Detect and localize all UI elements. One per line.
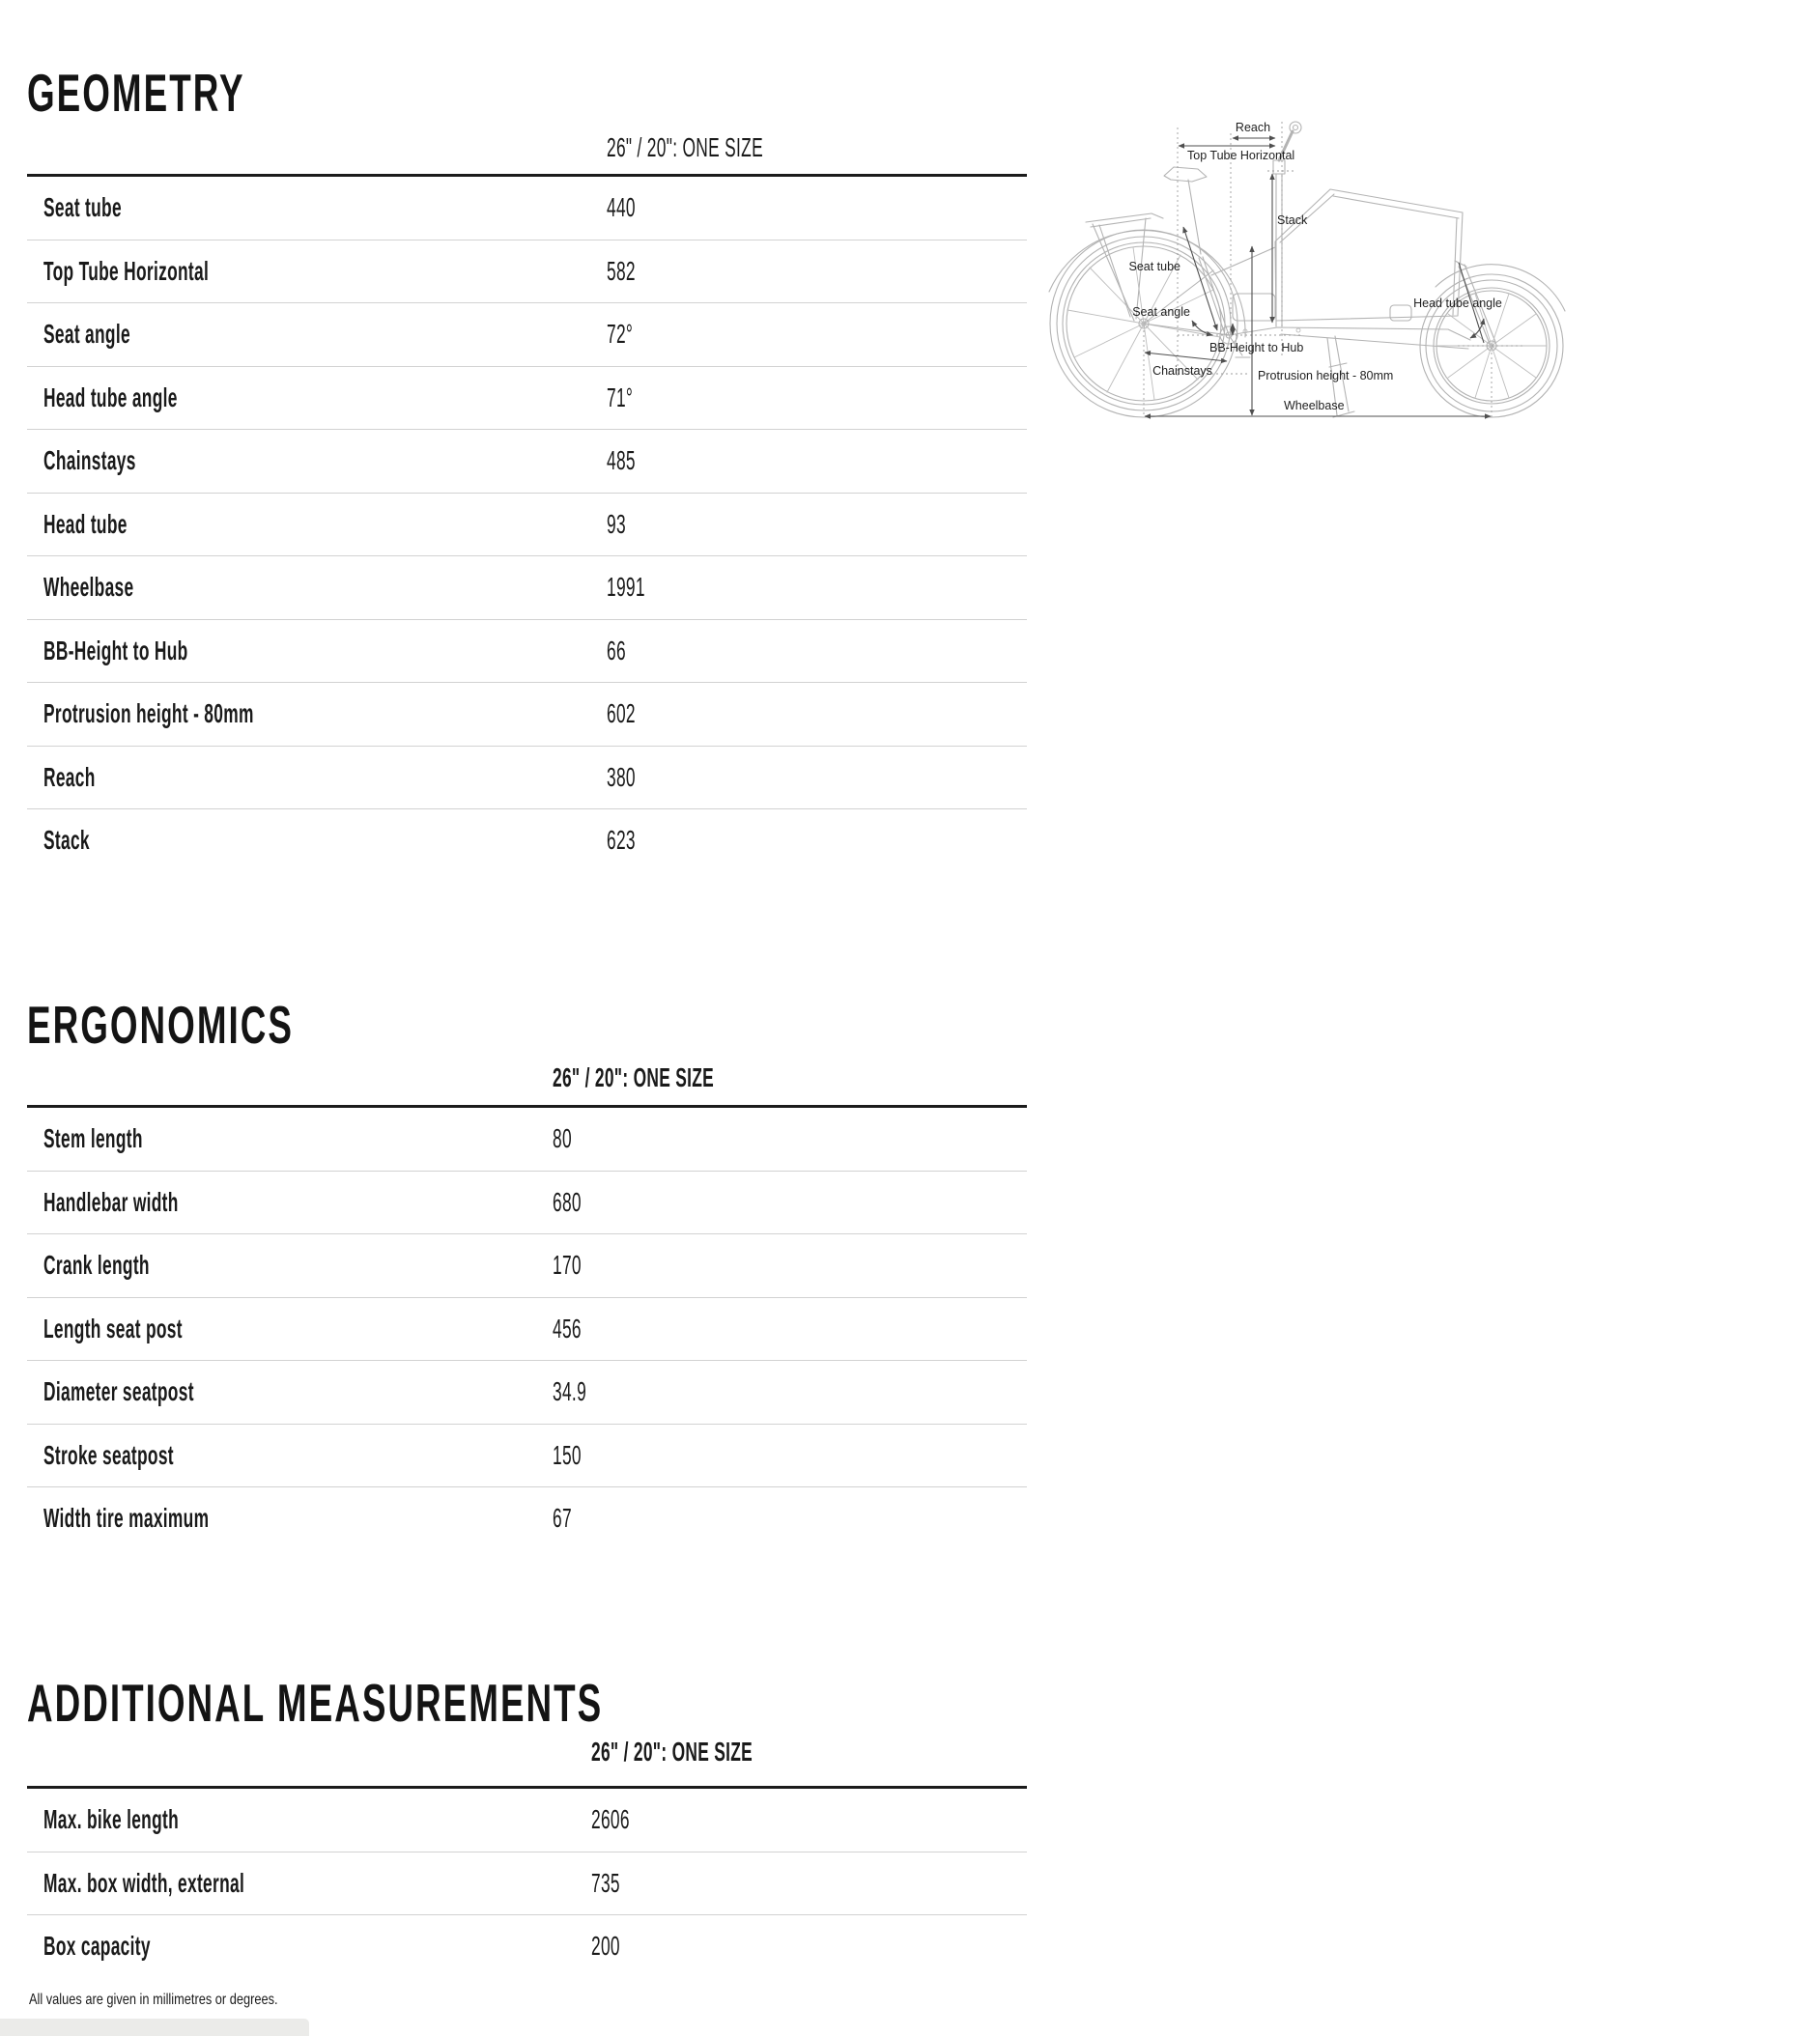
row-value: 735 [591, 1867, 620, 1898]
row-label: Stem length [43, 1123, 143, 1154]
geometry-table [27, 174, 1027, 872]
table-row [27, 556, 1027, 620]
row-value: 72° [607, 319, 634, 350]
column-header-geometry: 26" / 20": ONE SIZE [607, 132, 763, 162]
column-header-additional: 26" / 20": ONE SIZE [591, 1737, 754, 1767]
table-row [27, 620, 1027, 684]
ergonomics-table [27, 1105, 1027, 1550]
row-value: 34.9 [553, 1376, 587, 1407]
label-protrusion-height: Protrusion height - 80mm [1258, 369, 1394, 382]
table-row [27, 1789, 1027, 1852]
table-row [27, 683, 1027, 747]
label-stack: Stack [1277, 213, 1308, 227]
row-value: 150 [553, 1439, 582, 1470]
row-label: Handlebar width [43, 1186, 179, 1217]
table-row [27, 1487, 1027, 1550]
row-value: 623 [607, 825, 636, 856]
row-value: 66 [607, 635, 626, 665]
row-value: 602 [607, 698, 636, 729]
table-row [27, 1852, 1027, 1916]
row-label: Stroke seatpost [43, 1439, 174, 1470]
row-value: 2606 [591, 1804, 630, 1835]
row-value: 67 [553, 1503, 572, 1534]
row-value: 440 [607, 192, 636, 223]
table-row [27, 1425, 1027, 1488]
table-row [27, 1172, 1027, 1235]
column-header-ergonomics: 26" / 20": ONE SIZE [553, 1062, 715, 1092]
table-row [27, 177, 1027, 240]
row-value: 485 [607, 445, 636, 476]
label-seat-angle: Seat angle [1132, 305, 1190, 319]
row-label: Seat tube [43, 192, 122, 223]
row-value: 80 [553, 1123, 572, 1154]
row-label: Chainstays [43, 445, 136, 476]
row-label: Reach [43, 761, 96, 792]
additional-measurements-table [27, 1786, 1027, 1978]
row-label: Seat angle [43, 319, 130, 350]
section-title-additional: ADDITIONAL MEASUREMENTS [27, 1672, 604, 1733]
diagram-labels [1128, 121, 1501, 412]
row-value: 456 [553, 1313, 582, 1343]
table-row [27, 1234, 1027, 1298]
table-row [27, 1108, 1027, 1172]
table-row [27, 1915, 1027, 1978]
table-row [27, 367, 1027, 431]
row-value: 380 [607, 761, 636, 792]
row-label: Protrusion height - 80mm [43, 698, 254, 729]
row-label: Length seat post [43, 1313, 183, 1343]
table-row [27, 494, 1027, 557]
row-value: 71° [607, 382, 634, 412]
row-value: 1991 [607, 572, 645, 603]
section-title-ergonomics: ERGONOMICS [27, 994, 295, 1055]
row-value: 680 [553, 1186, 582, 1217]
row-label: Wheelbase [43, 572, 134, 603]
row-label: Stack [43, 825, 90, 856]
row-value: 93 [607, 508, 626, 539]
row-label: Top Tube Horizontal [43, 255, 210, 286]
footnote: All values are given in millimetres or degrees. [29, 1992, 278, 2008]
label-reach: Reach [1235, 121, 1271, 134]
table-row [27, 430, 1027, 494]
row-label: Max. box width, external [43, 1867, 245, 1898]
label-wheelbase: Wheelbase [1284, 399, 1345, 412]
row-label: Head tube angle [43, 382, 178, 412]
bike-geometry-diagram [1047, 77, 1820, 464]
row-label: Diameter seatpost [43, 1376, 194, 1407]
label-head-tube-angle: Head tube angle [1413, 297, 1502, 310]
table-row [27, 303, 1027, 367]
table-row [27, 809, 1027, 872]
row-value: 170 [553, 1250, 582, 1281]
row-label: Width tire maximum [43, 1503, 210, 1534]
row-label: Max. bike length [43, 1804, 180, 1835]
label-chainstays: Chainstays [1152, 364, 1212, 378]
next-section-edge [0, 2019, 309, 2036]
label-seat-tube: Seat tube [1128, 260, 1180, 273]
row-label: Head tube [43, 508, 128, 539]
row-value: 200 [591, 1931, 620, 1962]
label-top-tube-horizontal: Top Tube Horizontal [1187, 149, 1295, 162]
section-title-geometry: GEOMETRY [27, 62, 245, 123]
label-bb-height-to-hub: BB-Height to Hub [1209, 341, 1304, 354]
row-label: Crank length [43, 1250, 150, 1281]
row-label: BB-Height to Hub [43, 635, 188, 665]
table-row [27, 1298, 1027, 1362]
table-row [27, 1361, 1027, 1425]
row-value: 582 [607, 255, 636, 286]
table-row [27, 747, 1027, 810]
row-label: Box capacity [43, 1931, 151, 1962]
table-row [27, 240, 1027, 304]
